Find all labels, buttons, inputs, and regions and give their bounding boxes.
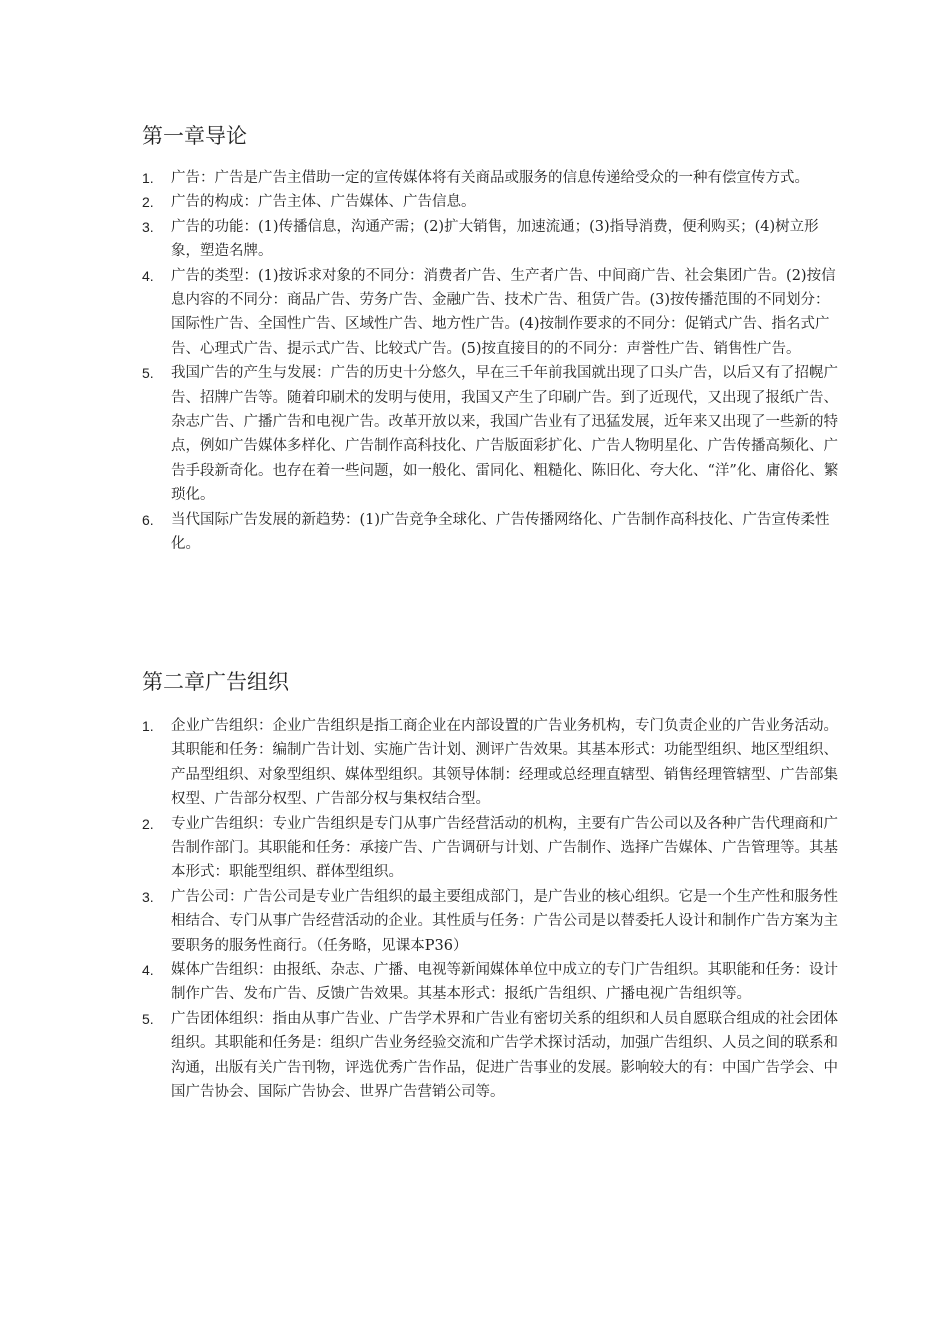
- chapter-1-list: [142, 166, 839, 557]
- list-number: 5.: [142, 1010, 154, 1027]
- list-text: 当代国际广告发展的新趋势：(1)广告竞争全球化、广告传播网络化、广告制作高科技化、广告宣传柔性化。: [171, 511, 830, 553]
- list-text: 我国广告的产生与发展：广告的历史十分悠久，早在三千年前我国就出现了口头广告，以后又有了招幌广告、招牌广告等。随着印刷术的发明与使用，我国又产生了印刷广告。到了近现代，又出现了报纸广告、杂志广告、广播广告和电视广告。改革开放以来，我国广告业有了迅猛发展，近年来又出现了一些新的特点，例如广告媒体多样化、广告制作高科技化、广告版面彩扩化、广告人物明星化、广告传播高频化、广告手段新奇化。也存在着一些问题，如一般化、雷同化、粗糙化、陈旧化、夸大化、“洋”化、庸俗化、繁琐化。: [171, 365, 839, 504]
- list-item: [142, 361, 841, 507]
- list-number: 6.: [142, 511, 154, 528]
- list-text: 广告的类型：(1)按诉求对象的不同分：消费者广告、生产者广告、中间商广告、社会集团广告。(2)按信息内容的不同分：商品广告、劳务广告、金融广告、技术广告、租赁广告。(3)按传播范围的不同划分：国际性广告、全国性广告、区域性广告、地方性广告。(4)按制作要求的不同分：促销式广告、指名式广告、心理式广告、提示式广告、比较式广告。(5)按直接目的的不同分：声誉性广告、销售性广告。: [171, 267, 836, 357]
- list-number: 2.: [142, 194, 154, 211]
- list-item: [142, 190, 841, 214]
- list-item: [142, 215, 841, 264]
- list-number: 1.: [142, 170, 154, 186]
- chapter-2-list: [142, 714, 838, 1105]
- list-item: [142, 508, 841, 557]
- list-text: 专业广告组织：专业广告组织是专门从事广告经营活动的机构，主要有广告公司以及各种广告代理商和广告制作部门。其职能和任务：承接广告、广告调研与计划、广告制作、选择广告媒体、广告管理等。其基本形式：职能型组织、群体型组织。: [171, 815, 838, 881]
- chapter-2-title: 第二章广告组织: [142, 670, 289, 694]
- list-number: 5.: [142, 365, 154, 382]
- list-item: [142, 264, 841, 362]
- list-text: 企业广告组织：企业广告组织是指工商企业在内部设置的广告业务机构，专门负责企业的广告业务活动。其职能和任务：编制广告计划、实施广告计划、测评广告效果。其基本形式：功能型组织、地区型组织、产品型组织、对象型组织、媒体型组织。其领导体制：经理或总经理直辖型、销售经理管辖型、广告部集权型、广告部分权型、广告部分权与集权结合型。: [171, 718, 838, 808]
- list-item: [142, 714, 841, 812]
- list-number: 3.: [142, 218, 154, 235]
- list-text: 广告团体组织：指由从事广告业、广告学术界和广告业有密切关系的组织和人员自愿联合组成的社会团体组织。其职能和任务是：组织广告业务经验交流和广告学术探讨活动，加强广告组织、人员之间的联系和沟通，出版有关广告刊物，评选优秀广告作品，促进广告事业的发展。影响较大的有：中国广告学会、中国广告协会、国际广告协会、世界广告营销公司等。: [171, 1010, 838, 1101]
- list-text: 广告：广告是广告主借助一定的宣传媒体将有关商品或服务的信息传递给受众的一种有偿宣传方式。: [171, 170, 809, 186]
- list-item: [142, 1007, 841, 1105]
- list-text: 广告的功能：(1)传播信息，沟通产需；(2)扩大销售，加速流通；(3)指导消费，便利购买；(4)树立形象，塑造名牌。: [171, 218, 819, 260]
- chapter-2: [142, 667, 838, 1105]
- chapter-1: [142, 121, 839, 557]
- list-number: 3.: [142, 888, 154, 905]
- list-number: 4.: [142, 962, 154, 979]
- list-text: 媒体广告组织：由报纸、杂志、广播、电视等新闻媒体单位中成立的专门广告组织。其职能和任务：设计制作广告、发布广告、反馈广告效果。其基本形式：报纸广告组织、广播电视广告组织等。: [171, 962, 838, 1003]
- list-text: 广告公司：广告公司是专业广告组织的最主要组成部门，是广告业的核心组织。它是一个生产性和服务性相结合、专门从事广告经营活动的企业。其性质与任务：广告公司是以替委托人设计和制作广告方案为主要职务的服务性商行。（任务略，见课本P36）: [171, 888, 838, 954]
- list-item: [142, 166, 841, 190]
- list-text: 广告的构成：广告主体、广告媒体、广告信息。: [171, 194, 476, 211]
- list-item: [142, 885, 841, 958]
- list-item: [142, 812, 841, 885]
- chapter-1-title: 第一章导论: [142, 124, 247, 148]
- list-number: 2.: [142, 815, 154, 832]
- list-number: 4.: [142, 267, 154, 284]
- list-item: [142, 958, 841, 1007]
- list-number: 1.: [142, 718, 154, 734]
